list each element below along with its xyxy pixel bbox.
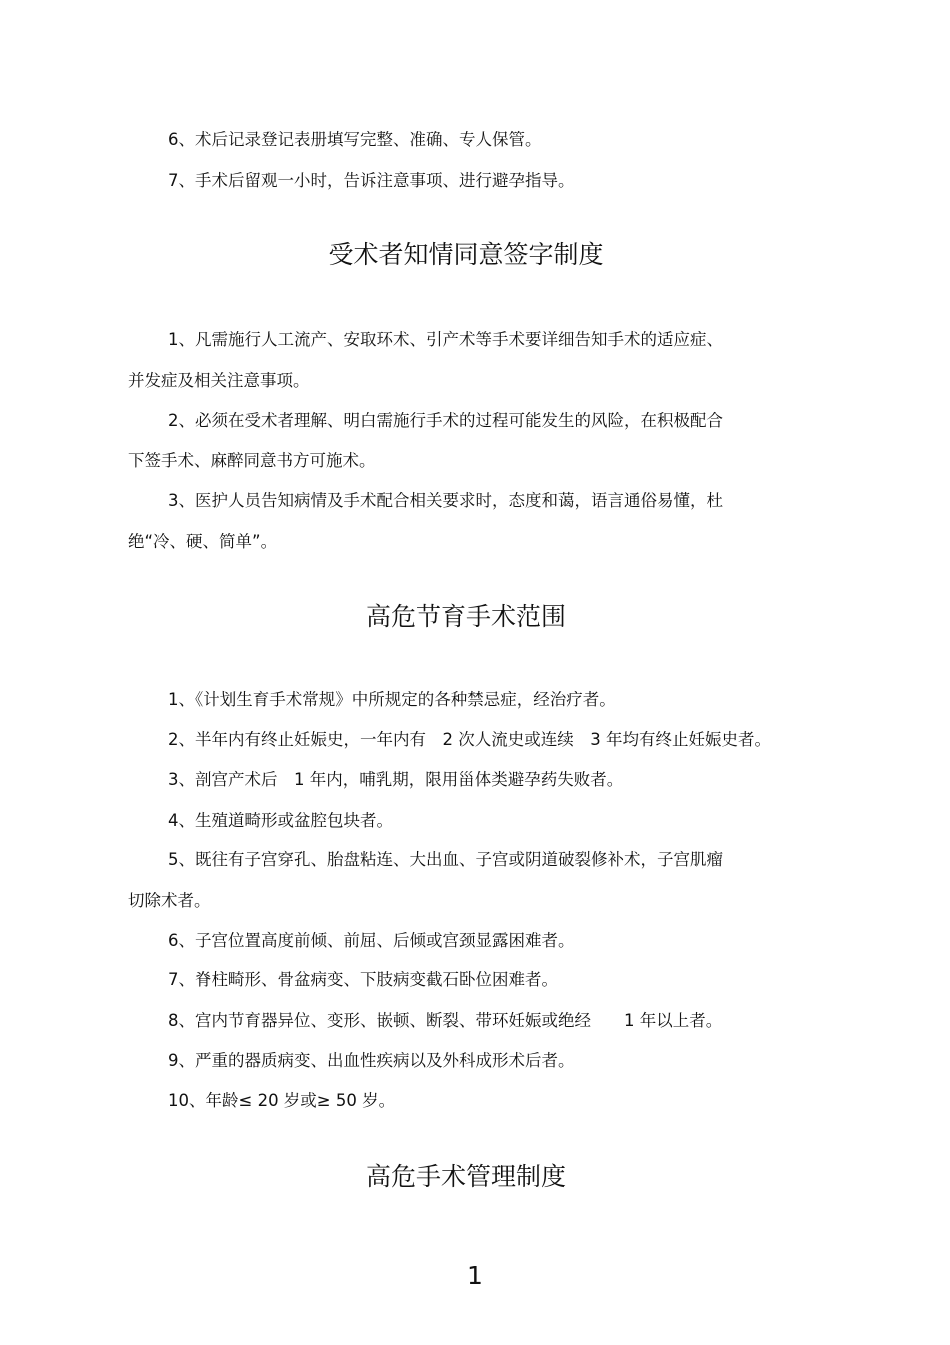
consent-item-2: 2、必须在受术者理解、明白需施行手术的过程可能发生的风险，在积极配合 [168,411,723,430]
page-number: 1 [467,1261,483,1290]
scope-item-10: 10、年龄≤ 20 岁或≥ 50 岁。 [168,1091,396,1110]
list-item-7: 7、手术后留观一小时，告诉注意事项、进行避孕指导。 [168,171,575,190]
scope-item-9: 9、严重的器质病变、出血性疾病以及外科成形术后者。 [168,1051,575,1070]
scope-item-2: 2、半年内有终止妊娠史，一年内有 2 次人流史或连续 3 年均有终止妊娠史者。 [168,730,771,749]
scope-item-1: 1、《计划生育手术常规》中所规定的各种禁忌症，经治疗者。 [168,690,616,709]
scope-item-4: 4、生殖道畸形或盆腔包块者。 [168,811,393,830]
list-item-6: 6、术后记录登记表册填写完整、准确、专人保管。 [168,130,542,149]
consent-item-1: 1、凡需施行人工流产、安取环术、引产术等手术要详细告知手术的适应症、 [168,330,723,349]
section-title-high-risk-scope: 高危节育手术范围 [365,602,566,631]
consent-item-2-cont: 下签手术、麻醉同意书方可施术。 [128,451,376,470]
consent-item-3: 3、医护人员告知病情及手术配合相关要求时，态度和蔼，语言通俗易懂，杜 [168,491,723,510]
scope-item-5: 5、既往有子宫穿孔、胎盘粘连、大出血、子宫或阴道破裂修补术，子宫肌瘤 [168,850,723,869]
section-title-high-risk-management: 高危手术管理制度 [365,1162,566,1191]
scope-item-8: 8、宫内节育器异位、变形、嵌顿、断裂、带环妊娠或绝经 1 年以上者。 [168,1011,723,1030]
scope-item-5-cont: 切除术者。 [128,891,211,910]
consent-item-3-cont: 绝“冷、硬、简单”。 [128,532,278,551]
section-title-consent: 受术者知情同意签字制度 [328,240,604,269]
scope-item-6: 6、子宫位置高度前倾、前屈、后倾或宫颈显露困难者。 [168,931,575,950]
scope-item-3: 3、剖宫产术后 1 年内，哺乳期，限用甾体类避孕药失败者。 [168,770,624,789]
consent-item-1-cont: 并发症及相关注意事项。 [128,371,310,390]
scope-item-7: 7、脊柱畸形、骨盆病变、下肢病变截石卧位困难者。 [168,970,558,989]
